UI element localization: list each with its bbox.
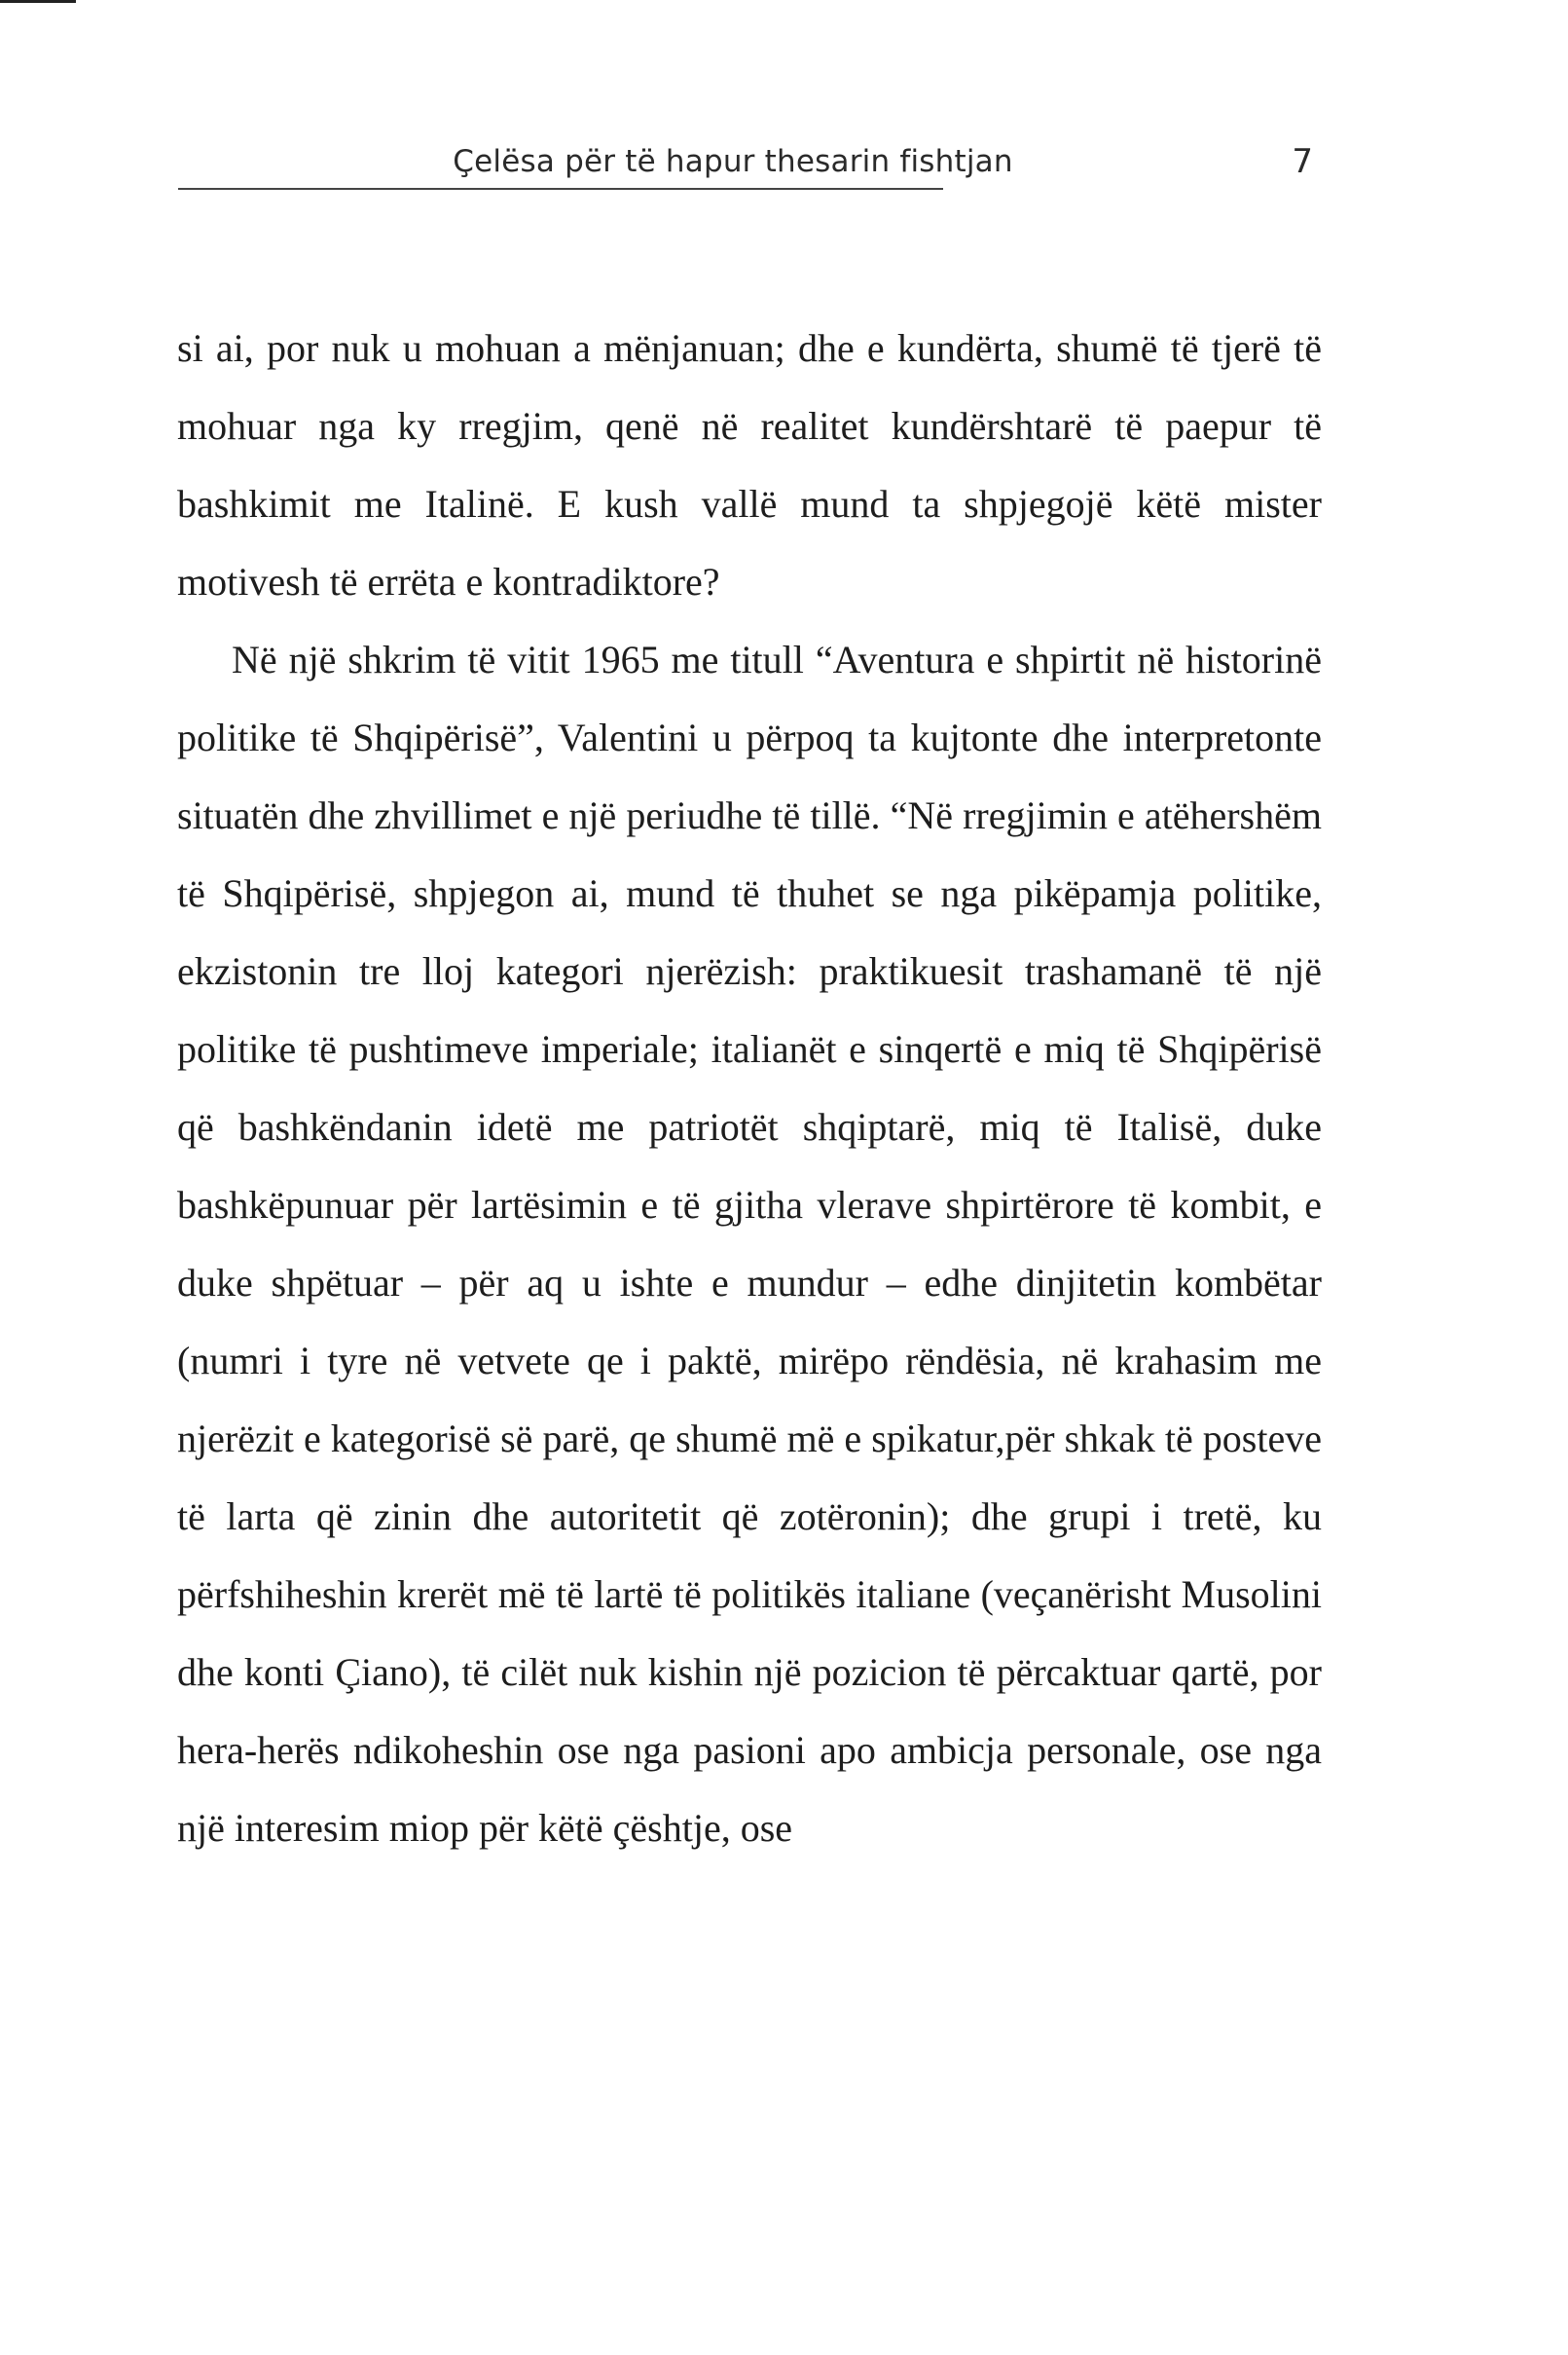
running-header xyxy=(178,144,1323,191)
running-title: Çelësa për të hapur thesarin fishtjan xyxy=(453,144,1013,179)
body-text xyxy=(177,310,1322,1867)
paragraph-valentini: Në një shkrim të vitit 1965 me titull “Aventura e shpirtit në historinë politike të Shqipërisë”, Valentini u përpoq ta kujtonte dhe interpretonte situatën dhe zhvillimet e një periudhe të tillë. “Në rregjimin e atëhershëm të Shqipërisë, shpjegon ai, mund të thuhet se nga pikëpamja politike, ekzistonin tre lloj kategori njerëzish: praktikuesit trashamanë të një politike të pushtimeve imperiale; italianët e sinqertë e miq të Shqipërisë që bashkëndanin idetë me patriotët shqiptarë, miq të Italisë, duke bashkëpunuar për lartësimin e të gjitha vlerave shpirtërore të kombit, e duke shpëtuar – për aq u ishte e mundur – edhe dinjitetin kombëtar (numri i tyre në vetvete qe i paktë, mirëpo rëndësia, në krahasim me njerëzit e kategorisë së parë, qe shumë më e spikatur,për shkak të posteve të larta që zinin dhe autoritetit që zotëronin); dhe grupi i tretë, ku përfshiheshin krerët më të lartë të politikës italiane (veçanërisht Musolini dhe konti Çiano), të cilët nuk kishin një pozicion të përcaktuar qartë, por hera-herës ndikoheshin ose nga pasioni apo ambicja personale, ose nga një interesim miop për këtë çështje, ose xyxy=(177,638,1322,1850)
paragraph-continuation: si ai, por nuk u mohuan a mënjanuan; dhe e kundërta, shumë të tjerë të mohuar nga ky rregjim, qenë në realitet kundërshtarë të paepur të bashkimit me Italinë. E kush vallë mund ta shpjegojë këtë mister motivesh të errëta e kontradiktore? xyxy=(177,326,1322,604)
page-number: 7 xyxy=(1292,142,1313,181)
header-rule xyxy=(178,188,943,190)
scan-edge-mark xyxy=(0,0,76,3)
